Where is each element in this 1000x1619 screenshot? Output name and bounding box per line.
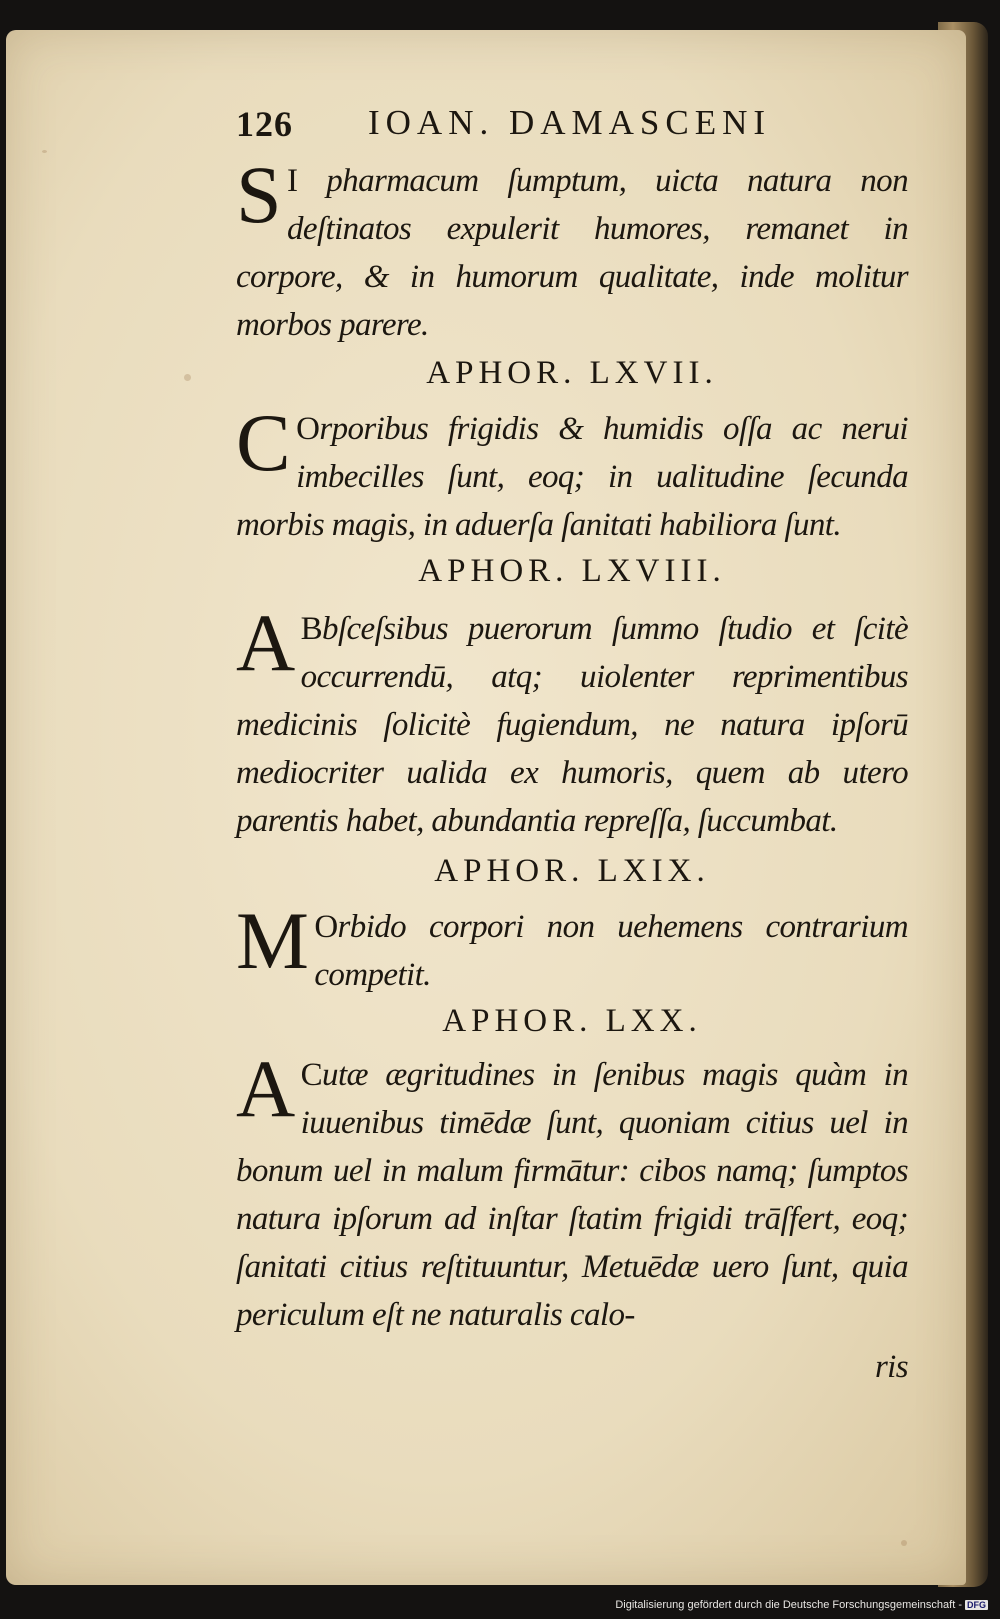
paragraph-1 (236, 149, 908, 349)
stain-spot (184, 374, 191, 381)
paragraph-text: rporibus frigidis & humidis oſſa ac nerui imbecilles ſunt, eoq; in ualitudine ſecunda morbis magis, in aduerſa ſanitati habiliora ſunt. (236, 411, 908, 543)
paragraph-4 (236, 895, 908, 999)
header-line (236, 103, 908, 153)
paragraph-text: utæ ægritudines in ſenibus magis quàm in iuuenibus timēdæ ſunt, quoniam citius uel in bonum uel in malum firmātur: cibos namq; ſumptos natura ipſorum ad inſtar ſtatim frigidi trāſfert, eoq; ſanitati citius reſtituuntur, Metuēdæ uero ſunt, quia periculum eſt ne naturalis calo- (236, 1057, 908, 1333)
first-letter: B (300, 611, 323, 647)
stain-spot (901, 1540, 907, 1546)
first-letter: O (296, 411, 320, 447)
aphorism-heading-70: APHOR. LXX. (442, 1003, 702, 1039)
first-letter: O (314, 909, 338, 945)
paragraph-5 (236, 1043, 908, 1339)
footer-credit-text: Digitalisierung gefördert durch die Deutsche Forschungsgemeinschaft - (615, 1599, 962, 1611)
running-head: IOAN. DAMASCENI (368, 103, 772, 142)
catchword: ris (874, 1349, 908, 1385)
drop-initial: M (236, 895, 309, 986)
aphorism-heading-67: APHOR. LXVII. (426, 355, 718, 391)
aphorism-heading-69: APHOR. LXIX. (434, 853, 710, 889)
paragraph-text: pharmacum ſumptum, uicta natura non deſtinatos expulerit humores, remanet in corpore, & in humorum qualitate, inde molitur morbos parere. (236, 163, 908, 343)
footer-credit (615, 1599, 988, 1611)
first-letter: C (300, 1057, 323, 1093)
drop-initial: C (236, 397, 291, 488)
dfg-logo: DFG (967, 1600, 986, 1610)
drop-initial: A (236, 597, 295, 688)
paragraph-2 (236, 397, 908, 549)
drop-initial: S (236, 149, 282, 240)
paragraph-text: bſceſsibus puerorum ſummo ſtudio et ſcitè occurrendū, atq; uiolenter reprimentibus medicinis ſolicitè fugiendum, ne natura ipſorū mediocriter ualida ex humoris, quem ab utero parentis habet, abundantia repreſſa, ſuccumbat. (236, 611, 908, 839)
paragraph-text: rbido corpori non uehemens contrarium competit. (314, 909, 908, 993)
first-letter: I (287, 163, 298, 199)
aphorism-heading-68: APHOR. LXVIII. (418, 553, 726, 589)
paragraph-3 (236, 597, 908, 845)
stain-spot (42, 150, 47, 153)
page-number: 126 (236, 104, 293, 144)
drop-initial: A (236, 1043, 295, 1134)
